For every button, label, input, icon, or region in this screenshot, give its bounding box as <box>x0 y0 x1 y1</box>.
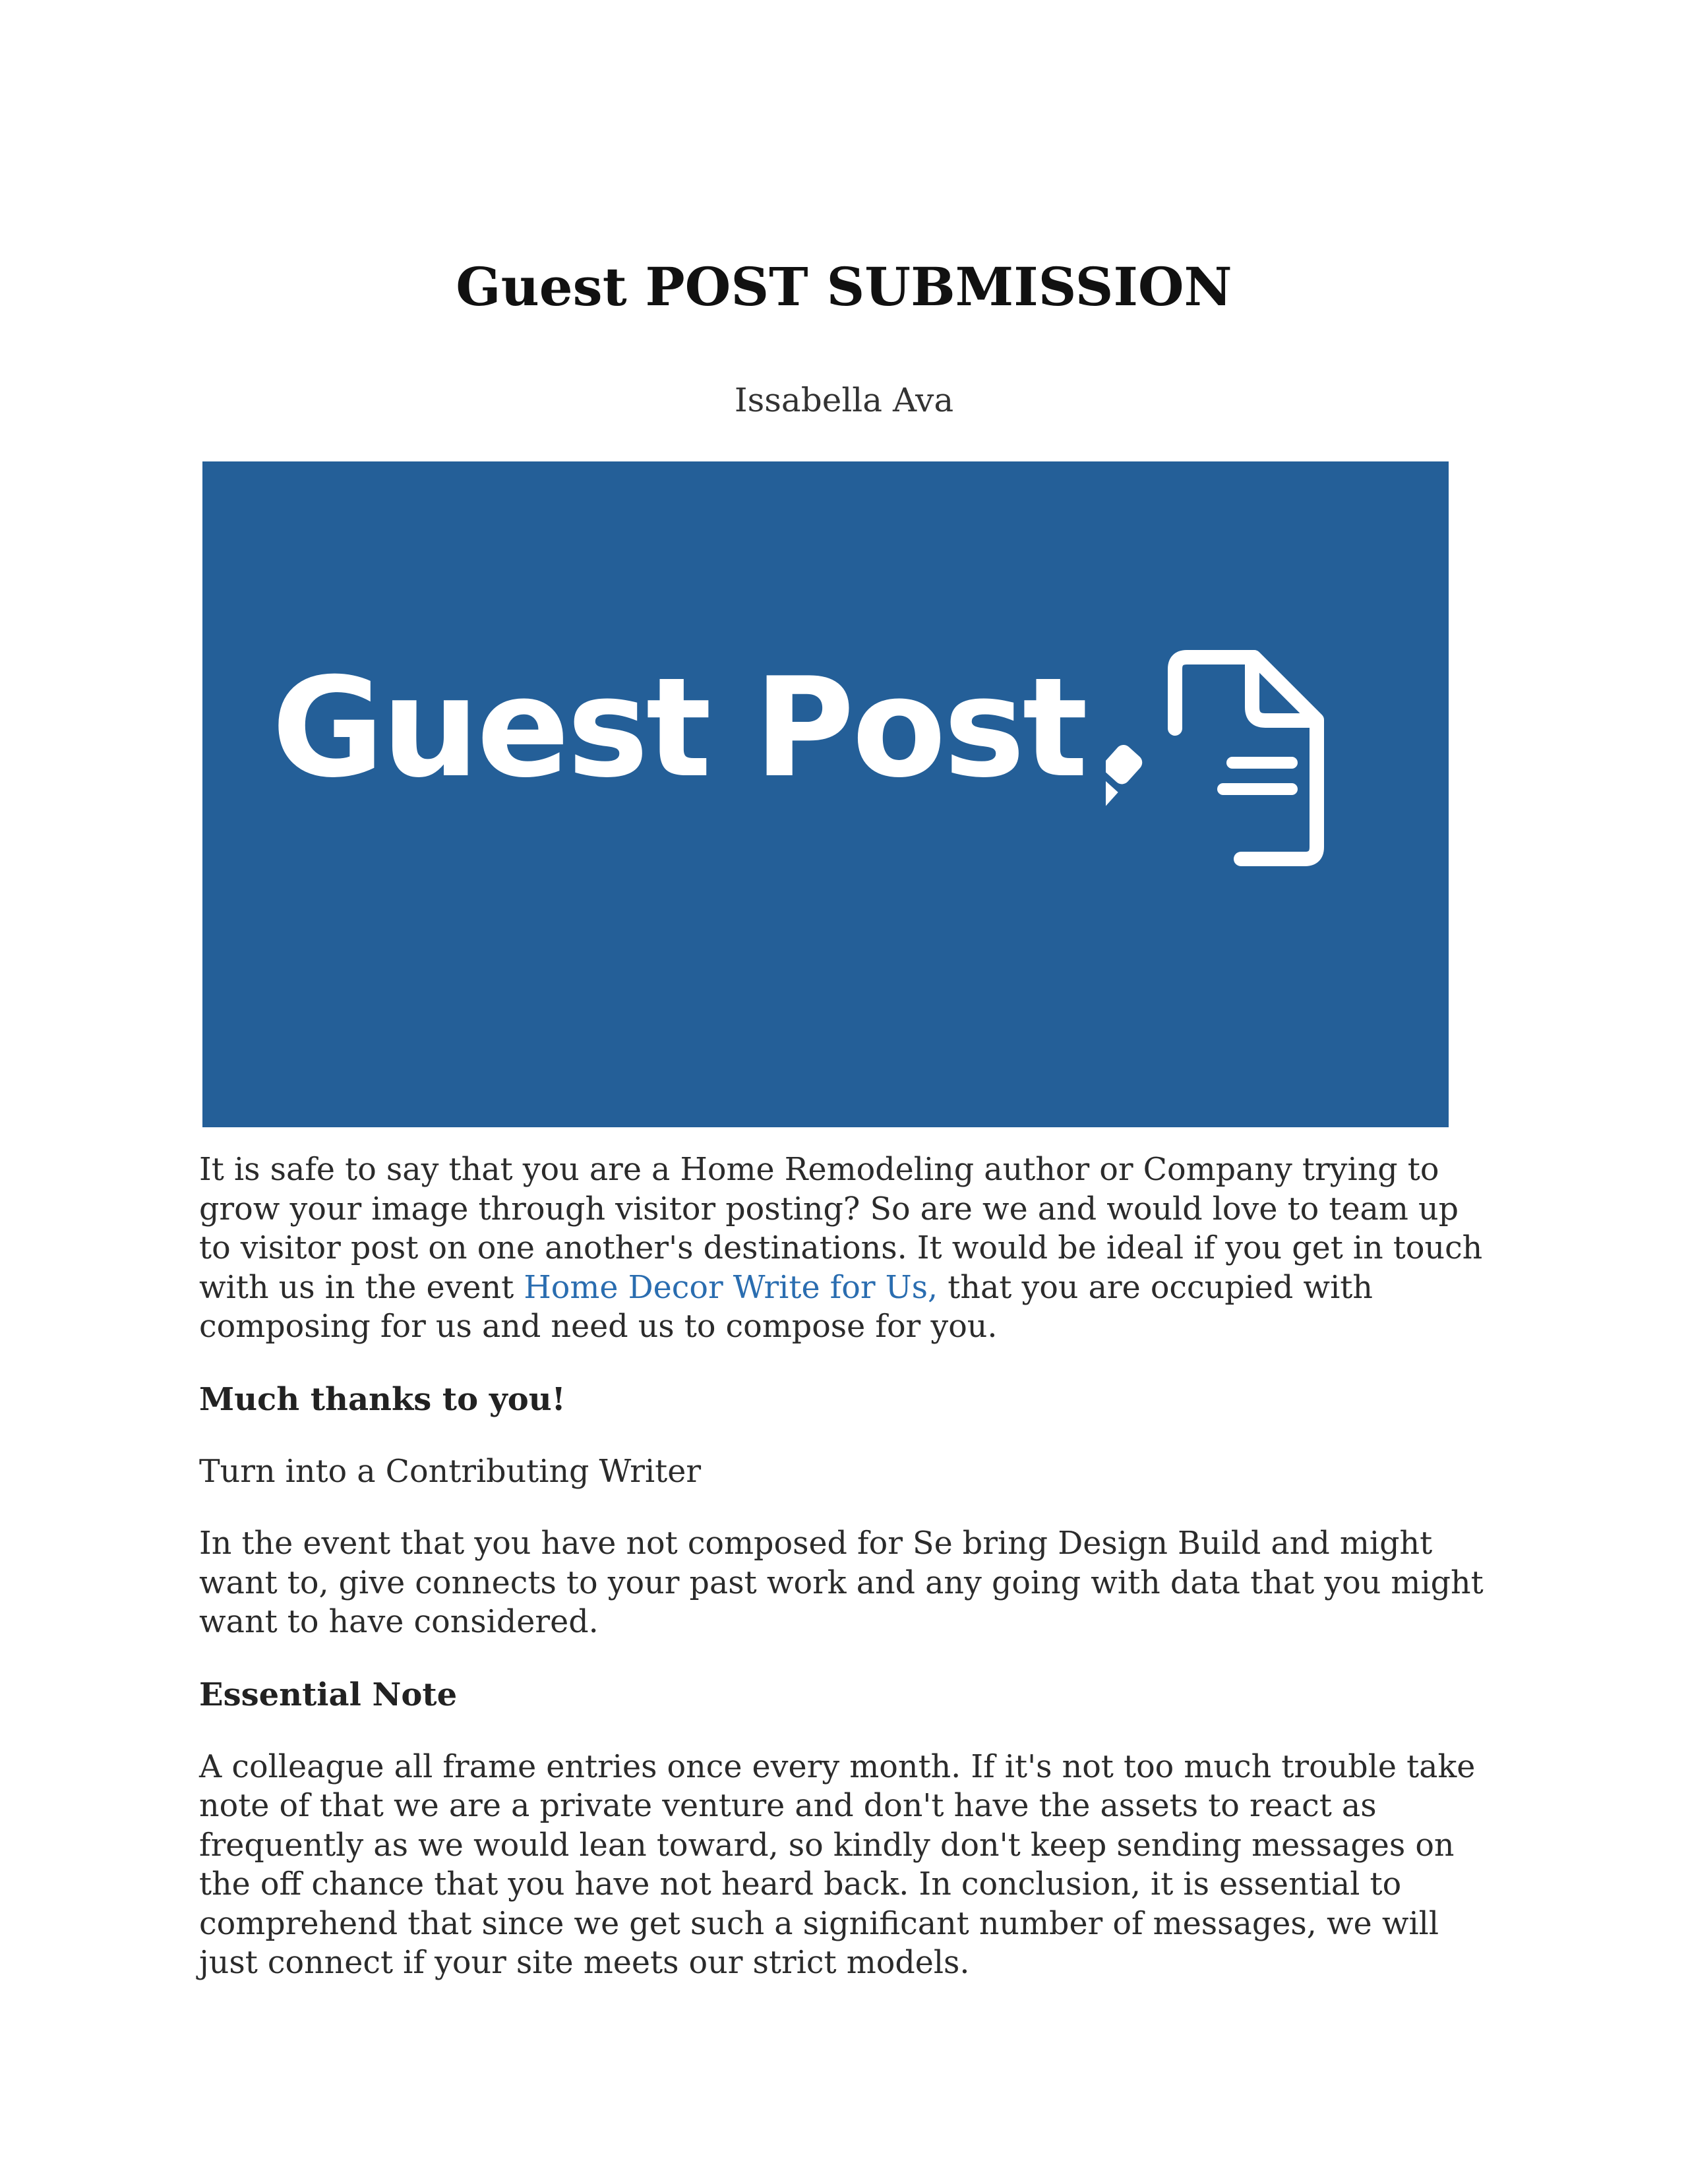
intro-text-start: It is safe to say that you are a Home Remodeling author or Company trying to grow your image through visitor posting? So are we and would love to team up to visitor post on one another's destinations. It would be ideal if you get in touch with us in the event <box>199 1152 1483 1306</box>
essential-note-paragraph: A colleague all frame entries once every month. If it's not too much trouble take note of that we are a private venture and don't have the assets to react as frequently as we would lean toward, so kindly don't keep sending messages on the off chance that you have not heard back. In conclusion, it is essential to comprehend that since we get such a significant number of messages, we will just connect if your site meets our strict models. <box>199 1748 1476 1981</box>
home-decor-write-for-us-link[interactable]: Home Decor Write for Us, <box>524 1269 938 1306</box>
banner-title: Guest Post <box>272 649 1086 808</box>
document-pencil-icon <box>1106 649 1343 873</box>
article-body <box>199 1150 1498 1983</box>
thanks-heading: Much thanks to you! <box>199 1380 566 1418</box>
past-work-paragraph: In the event that you have not composed for Se bring Design Build and might want to, give connects to your past work and any going with data that you might want to have considered. <box>199 1525 1484 1640</box>
page-title: Guest POST SUBMISSION <box>456 256 1232 318</box>
essential-note-heading: Essential Note <box>199 1676 458 1713</box>
intro-paragraph <box>199 1150 1498 1347</box>
guest-post-banner <box>202 461 1449 1127</box>
contributing-writer-text: Turn into a Contributing Writer <box>199 1453 702 1490</box>
intro-text-end: that you are occupied with composing for us and need us to compose for you. <box>199 1269 1373 1345</box>
author-name: Issabella Ava <box>734 381 954 419</box>
